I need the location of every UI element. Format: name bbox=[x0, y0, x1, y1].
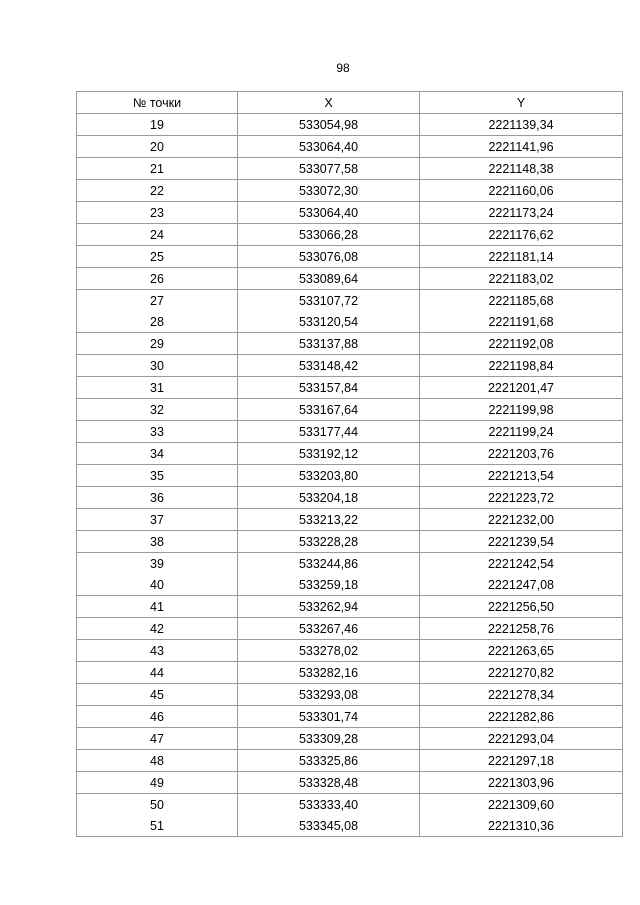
cell-x: 533333,40 bbox=[238, 794, 420, 816]
table-row bbox=[77, 268, 623, 290]
cell-point-number: 43 bbox=[77, 640, 238, 662]
table-row bbox=[77, 180, 623, 202]
cell-point-number: 28 bbox=[77, 311, 238, 333]
coordinates-table bbox=[76, 91, 623, 837]
cell-x: 533064,40 bbox=[238, 202, 420, 224]
header-y: Y bbox=[420, 92, 623, 114]
table-row bbox=[77, 136, 623, 158]
table-row bbox=[77, 574, 623, 596]
cell-y: 2221303,96 bbox=[420, 772, 623, 794]
cell-y: 2221199,98 bbox=[420, 399, 623, 421]
cell-x: 533077,58 bbox=[238, 158, 420, 180]
cell-y: 2221185,68 bbox=[420, 290, 623, 312]
table-row bbox=[77, 465, 623, 487]
cell-x: 533282,16 bbox=[238, 662, 420, 684]
cell-x: 533148,42 bbox=[238, 355, 420, 377]
cell-point-number: 38 bbox=[77, 531, 238, 553]
cell-y: 2221139,34 bbox=[420, 114, 623, 136]
table-body bbox=[77, 114, 623, 837]
cell-point-number: 35 bbox=[77, 465, 238, 487]
cell-x: 533301,74 bbox=[238, 706, 420, 728]
table-row bbox=[77, 706, 623, 728]
cell-x: 533309,28 bbox=[238, 728, 420, 750]
cell-y: 2221183,02 bbox=[420, 268, 623, 290]
cell-point-number: 42 bbox=[77, 618, 238, 640]
table-row bbox=[77, 772, 623, 794]
table-row bbox=[77, 246, 623, 268]
cell-y: 2221192,08 bbox=[420, 333, 623, 355]
cell-y: 2221270,82 bbox=[420, 662, 623, 684]
table-row bbox=[77, 399, 623, 421]
cell-x: 533107,72 bbox=[238, 290, 420, 312]
cell-point-number: 50 bbox=[77, 794, 238, 816]
cell-x: 533213,22 bbox=[238, 509, 420, 531]
table-row bbox=[77, 114, 623, 136]
cell-x: 533203,80 bbox=[238, 465, 420, 487]
table-row bbox=[77, 355, 623, 377]
cell-point-number: 39 bbox=[77, 553, 238, 575]
cell-x: 533267,46 bbox=[238, 618, 420, 640]
cell-point-number: 49 bbox=[77, 772, 238, 794]
table-row bbox=[77, 618, 623, 640]
cell-x: 533278,02 bbox=[238, 640, 420, 662]
cell-y: 2221191,68 bbox=[420, 311, 623, 333]
cell-point-number: 48 bbox=[77, 750, 238, 772]
cell-x: 533259,18 bbox=[238, 574, 420, 596]
table-header-row bbox=[77, 92, 623, 114]
cell-point-number: 51 bbox=[77, 815, 238, 837]
cell-y: 2221203,76 bbox=[420, 443, 623, 465]
cell-point-number: 23 bbox=[77, 202, 238, 224]
table-row bbox=[77, 750, 623, 772]
table-row bbox=[77, 684, 623, 706]
cell-point-number: 20 bbox=[77, 136, 238, 158]
cell-y: 2221148,38 bbox=[420, 158, 623, 180]
cell-y: 2221310,36 bbox=[420, 815, 623, 837]
cell-y: 2221223,72 bbox=[420, 487, 623, 509]
cell-point-number: 37 bbox=[77, 509, 238, 531]
cell-x: 533262,94 bbox=[238, 596, 420, 618]
cell-x: 533137,88 bbox=[238, 333, 420, 355]
cell-y: 2221201,47 bbox=[420, 377, 623, 399]
table-row bbox=[77, 596, 623, 618]
table-row bbox=[77, 815, 623, 837]
table-row bbox=[77, 158, 623, 180]
cell-x: 533177,44 bbox=[238, 421, 420, 443]
cell-x: 533072,30 bbox=[238, 180, 420, 202]
cell-x: 533192,12 bbox=[238, 443, 420, 465]
cell-point-number: 32 bbox=[77, 399, 238, 421]
cell-y: 2221176,62 bbox=[420, 224, 623, 246]
table-row bbox=[77, 662, 623, 684]
cell-x: 533345,08 bbox=[238, 815, 420, 837]
cell-point-number: 36 bbox=[77, 487, 238, 509]
cell-x: 533054,98 bbox=[238, 114, 420, 136]
header-point-number: № точки bbox=[77, 92, 238, 114]
cell-point-number: 47 bbox=[77, 728, 238, 750]
cell-y: 2221278,34 bbox=[420, 684, 623, 706]
cell-point-number: 29 bbox=[77, 333, 238, 355]
cell-point-number: 41 bbox=[77, 596, 238, 618]
cell-point-number: 27 bbox=[77, 290, 238, 312]
cell-point-number: 44 bbox=[77, 662, 238, 684]
cell-y: 2221198,84 bbox=[420, 355, 623, 377]
table-row bbox=[77, 487, 623, 509]
cell-point-number: 30 bbox=[77, 355, 238, 377]
cell-x: 533089,64 bbox=[238, 268, 420, 290]
cell-y: 2221256,50 bbox=[420, 596, 623, 618]
cell-point-number: 31 bbox=[77, 377, 238, 399]
cell-x: 533064,40 bbox=[238, 136, 420, 158]
cell-point-number: 33 bbox=[77, 421, 238, 443]
table-row bbox=[77, 202, 623, 224]
cell-x: 533204,18 bbox=[238, 487, 420, 509]
table-row bbox=[77, 290, 623, 312]
cell-y: 2221199,24 bbox=[420, 421, 623, 443]
table-row bbox=[77, 794, 623, 816]
cell-y: 2221242,54 bbox=[420, 553, 623, 575]
cell-point-number: 45 bbox=[77, 684, 238, 706]
table-row bbox=[77, 509, 623, 531]
cell-y: 2221213,54 bbox=[420, 465, 623, 487]
cell-y: 2221160,06 bbox=[420, 180, 623, 202]
cell-point-number: 24 bbox=[77, 224, 238, 246]
cell-y: 2221258,76 bbox=[420, 618, 623, 640]
cell-x: 533066,28 bbox=[238, 224, 420, 246]
table-row bbox=[77, 640, 623, 662]
page-number: 98 bbox=[336, 61, 350, 75]
cell-point-number: 21 bbox=[77, 158, 238, 180]
cell-y: 2221293,04 bbox=[420, 728, 623, 750]
table-row bbox=[77, 224, 623, 246]
cell-y: 2221247,08 bbox=[420, 574, 623, 596]
cell-x: 533120,54 bbox=[238, 311, 420, 333]
cell-x: 533167,64 bbox=[238, 399, 420, 421]
cell-point-number: 22 bbox=[77, 180, 238, 202]
cell-point-number: 19 bbox=[77, 114, 238, 136]
cell-point-number: 25 bbox=[77, 246, 238, 268]
cell-y: 2221309,60 bbox=[420, 794, 623, 816]
table-row bbox=[77, 728, 623, 750]
table-row bbox=[77, 553, 623, 575]
cell-y: 2221282,86 bbox=[420, 706, 623, 728]
cell-y: 2221173,24 bbox=[420, 202, 623, 224]
cell-x: 533157,84 bbox=[238, 377, 420, 399]
cell-x: 533076,08 bbox=[238, 246, 420, 268]
table-row bbox=[77, 443, 623, 465]
table-row bbox=[77, 421, 623, 443]
table-row bbox=[77, 377, 623, 399]
cell-y: 2221141,96 bbox=[420, 136, 623, 158]
header-x: X bbox=[238, 92, 420, 114]
cell-y: 2221232,00 bbox=[420, 509, 623, 531]
cell-point-number: 46 bbox=[77, 706, 238, 728]
cell-point-number: 34 bbox=[77, 443, 238, 465]
cell-y: 2221297,18 bbox=[420, 750, 623, 772]
table-row bbox=[77, 311, 623, 333]
cell-point-number: 26 bbox=[77, 268, 238, 290]
cell-x: 533244,86 bbox=[238, 553, 420, 575]
table-row bbox=[77, 333, 623, 355]
cell-y: 2221239,54 bbox=[420, 531, 623, 553]
cell-x: 533228,28 bbox=[238, 531, 420, 553]
cell-x: 533325,86 bbox=[238, 750, 420, 772]
cell-y: 2221181,14 bbox=[420, 246, 623, 268]
cell-x: 533328,48 bbox=[238, 772, 420, 794]
cell-x: 533293,08 bbox=[238, 684, 420, 706]
cell-point-number: 40 bbox=[77, 574, 238, 596]
table-row bbox=[77, 531, 623, 553]
cell-y: 2221263,65 bbox=[420, 640, 623, 662]
